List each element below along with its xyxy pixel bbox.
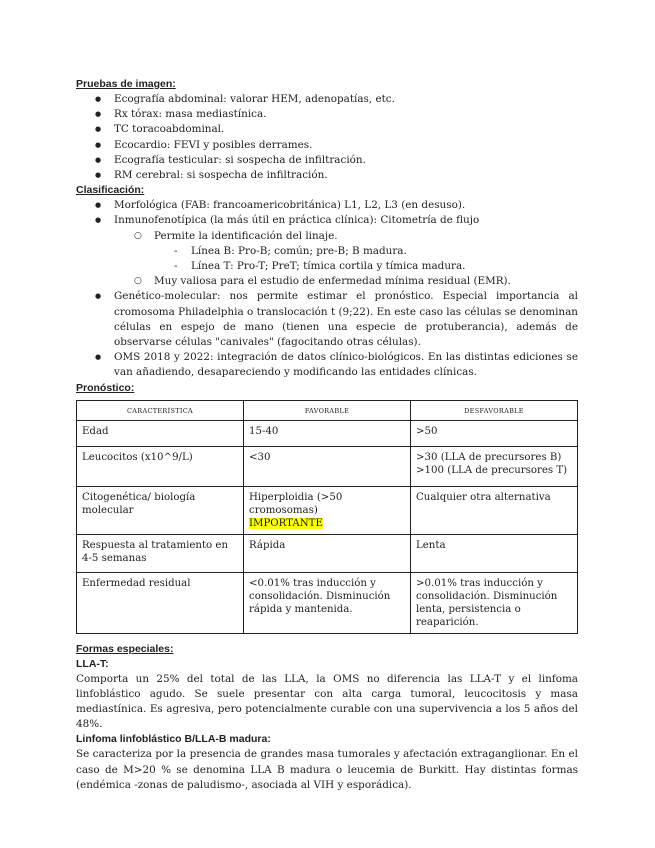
clasificacion-heading: Clasificación: <box>76 184 145 197</box>
table-cell: Citogenética/ biología molecular <box>77 486 244 534</box>
pronostico-table <box>76 400 578 634</box>
header-cell: CARACTERÍSTICA <box>77 400 244 420</box>
formas-heading: Formas especiales: <box>76 642 174 655</box>
linfoma-title: Linfoma linfoblástico B/LLA-B madura: <box>76 733 271 746</box>
list-item: ● Genético-molecular: nos permite estimar el pronóstico. Especial importancia al cromosoma Philadelphia o translocación t (9;22). En este caso las células se denominan células en espejo de mano (tienen una especie de protuberancia), además de observarse células "canivales" (fagocitando otras células). <box>76 289 578 350</box>
list-item: ● RM cerebral: si sospecha de infiltración. <box>76 168 578 183</box>
table-row <box>77 572 578 633</box>
table-row <box>77 446 578 486</box>
table-cell: >0.01% tras inducción y consolidación. Disminución lenta, persistencia o reaparición. <box>411 572 578 633</box>
pronostico-heading: Pronóstico: <box>76 381 135 394</box>
header-cell: FAVORABLE <box>244 400 411 420</box>
table-cell: >50 <box>411 420 578 446</box>
sub-list-item: ○ Permite la identificación del linaje. <box>76 229 578 244</box>
table-row <box>77 420 578 446</box>
table-cell: Lenta <box>411 534 578 572</box>
dash-list-item: - Línea T: Pro-T; PreT; tímica cortila y tímica madura. <box>76 259 578 274</box>
list-item: ● Rx tórax: masa mediastínica. <box>76 107 578 122</box>
table-row <box>77 486 578 534</box>
table-cell <box>244 486 411 534</box>
llat-title: LLA-T: <box>76 657 109 670</box>
dash-list-item: - Línea B: Pro-B; común; pre-B; B madura. <box>76 244 578 259</box>
table-cell: Enfermedad residual <box>77 572 244 633</box>
list-item: ● TC toracoabdominal. <box>76 122 578 137</box>
sub-list-item: ○ Muy valiosa para el estudio de enfermedad mínima residual (EMR). <box>76 274 578 289</box>
table-cell: <30 <box>244 446 411 486</box>
highlight-text: IMPORTANTE <box>249 517 323 529</box>
table-cell: Cualquier otra alternativa <box>411 486 578 534</box>
header-cell: DESFAVORABLE <box>411 400 578 420</box>
document <box>76 77 578 793</box>
list-item: ● Inmunofenotípica (la más útil en práctica clínica): Citometría de flujo <box>76 213 578 228</box>
list-item: ● OMS 2018 y 2022: integración de datos clínico-biológicos. En las distintas ediciones se van añadiendo, desapareciendo y modificando las entidades clínicas. <box>76 350 578 380</box>
table-cell: Rápida <box>244 534 411 572</box>
table-cell: 15-40 <box>244 420 411 446</box>
table-cell: >30 (LLA de precursores B) >100 (LLA de precursores T) <box>411 446 578 486</box>
table-cell: Leucocitos (x10^9/L) <box>77 446 244 486</box>
cell-text: Hiperploidia (>50 cromosomas) <box>249 491 343 516</box>
table-cell: <0.01% tras inducción y consolidación. Disminución rápida y mantenida. <box>244 572 411 633</box>
list-item: ● Ecocardio: FEVI y posibles derrames. <box>76 138 578 153</box>
table-header-row <box>77 400 578 420</box>
list-item: ● Morfológica (FAB: francoamericobritánica) L1, L2, L3 (en desuso). <box>76 198 578 213</box>
imagen-heading: Pruebas de imagen: <box>76 78 176 90</box>
list-item: ● Ecografía testicular: si sospecha de infiltración. <box>76 153 578 168</box>
llat-paragraph: Comporta un 25% del total de las LLA, la OMS no diferencia las LLA-T y el linfoma linfoblástico agudo. Se suele presentar con alta carga tumoral, leucocitosis y masa mediastínica. Es agresiva, pero potencialmente curable con una supervivencia a los 5 años del 48%. <box>76 672 578 731</box>
table-cell: Respuesta al tratamiento en 4-5 semanas <box>77 534 244 572</box>
linfoma-paragraph: Se caracteriza por la presencia de grandes masa tumorales y afectación extraganglionar. En el caso de M>20 % se denomina LLA B madura o leucemia de Burkitt. Hay distintas formas (endémica -zonas de paludismo-, asociada al VIH y esporádica). <box>76 748 578 791</box>
list-item: ● Ecografía abdominal: valorar HEM, adenopatías, etc. <box>76 92 578 107</box>
table-cell: Edad <box>77 420 244 446</box>
table-row <box>77 534 578 572</box>
